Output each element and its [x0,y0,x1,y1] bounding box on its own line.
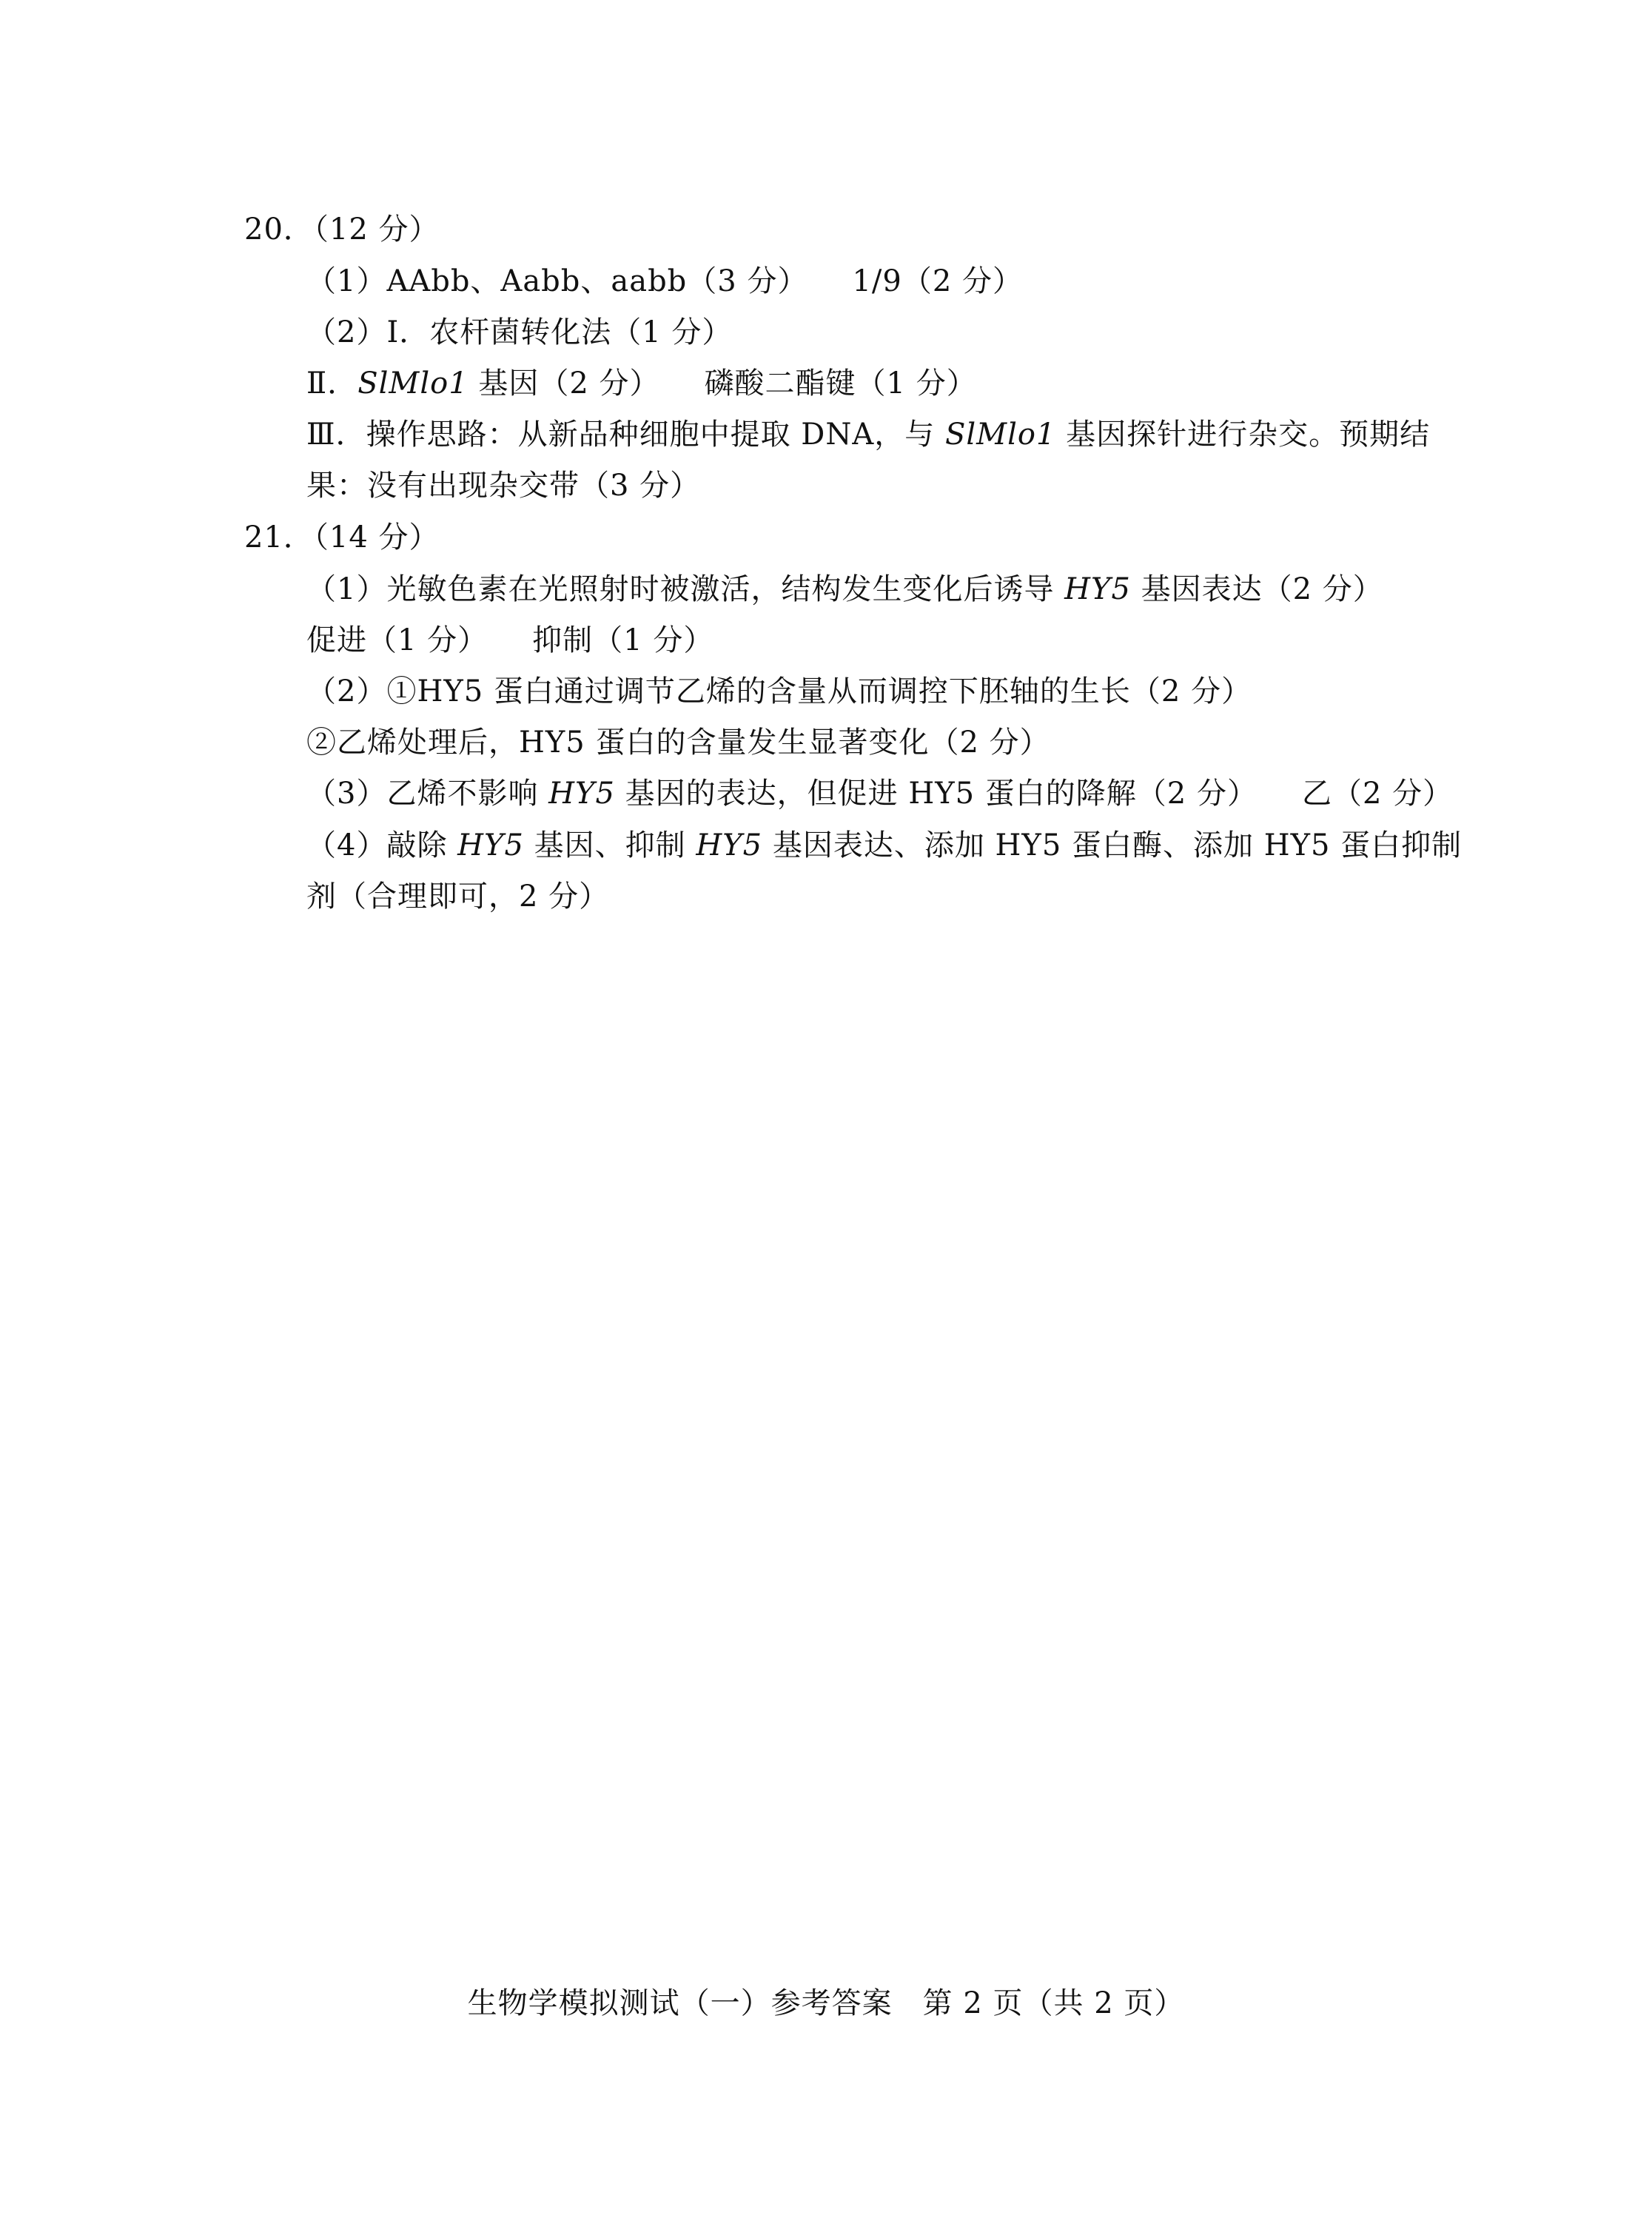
gene-name: HY5 [548,777,615,811]
page-footer: 生物学模拟测试（一）参考答案 第 2 页（共 2 页） [467,1986,1185,2020]
gene-name: HY5 [457,828,524,862]
gene-name: HY5 [696,828,763,862]
q21-part2-b: ②乙烯处理后，HY5 蛋白的含量发生显著变化（2 分） [306,726,1050,760]
q20-part2-ii-bond: 磷酸二酯键（1 分） [704,366,977,401]
q21-part3: （3）乙烯不影响 HY5 基因的表达，但促进 HY5 蛋白的降解（2 分） 乙（2 分） [306,777,1454,811]
q20-part1 [306,262,1023,301]
q20-part2-i: （2）Ⅰ．农杆菌转化法（1 分） [306,315,733,349]
q20-header: 20．（12 分） [244,212,440,247]
q20-part2-iii: Ⅲ．操作思路：从新品种细胞中提取 DNA，与 SlMlo1 基因探针进行杂交。预期结 [306,418,1431,452]
q21-promote: 促进（1 分） [306,623,488,657]
q20-part1-genotypes: （1）AAbb、Aabb、aabb（3 分） [306,264,808,298]
q20-part1-ratio: 1/9（2 分） [852,264,1023,298]
q20-part2-ii: Ⅱ．SlMlo1 基因（2 分） 磷酸二酯键（1 分） [306,366,977,401]
gene-name: SlMlo1 [944,418,1056,452]
q21-part4-continued: 剂（合理即可，2 分） [306,880,610,914]
q21-part1-b [306,621,713,660]
q21-inhibit: 抑制（1 分） [532,623,714,657]
q21-part3-answer: 乙（2 分） [1301,777,1454,811]
q21-part4: （4）敲除 HY5 基因、抑制 HY5 基因表达、添加 HY5 蛋白酶、添加 HY5 蛋白抑制 [306,828,1463,862]
q21-part2-a: （2）①HY5 蛋白通过调节乙烯的含量从而调控下胚轴的生长（2 分） [306,674,1252,708]
gene-name: HY5 [1064,572,1131,606]
q21-part1: （1）光敏色素在光照射时被激活，结构发生变化后诱导 HY5 基因表达（2 分） [306,572,1383,606]
q21-header: 21．（14 分） [244,520,440,555]
q20-part2-iii-continued: 果：没有出现杂交带（3 分） [306,469,701,503]
gene-name: SlMlo1 [357,366,469,401]
